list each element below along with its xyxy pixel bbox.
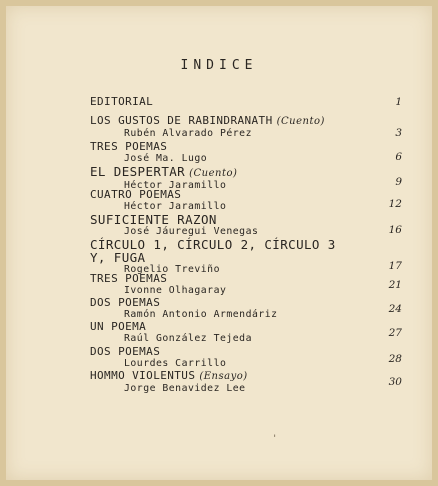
- page-number: 9: [395, 176, 402, 188]
- entry-title: LOS GUSTOS DE RABINDRANATH: [90, 114, 273, 127]
- entry-author: José Ma. Lugo: [124, 153, 208, 164]
- entry-author: José Jáuregui Venegas: [124, 226, 259, 237]
- entry-title: HOMMO VIOLENTUS: [90, 369, 196, 382]
- toc-entry: [90, 115, 400, 139]
- page-title: INDICE: [180, 58, 258, 73]
- page-number: 17: [388, 260, 402, 272]
- toc-entry: [90, 213, 400, 237]
- page-number: 21: [388, 279, 402, 291]
- entry-title: TRES POEMAS: [90, 272, 168, 285]
- toc-entry: [90, 321, 400, 344]
- entry-author: Raúl González Tejeda: [124, 333, 252, 344]
- entry-title: DOS POEMAS: [90, 345, 161, 358]
- entry-author: Lourdes Carrillo: [124, 358, 227, 369]
- toc-entry: [90, 370, 400, 394]
- entry-genre: (Ensayo): [199, 371, 248, 382]
- entry-title: DOS POEMAS: [90, 296, 161, 309]
- entry-genre: (Cuento): [189, 168, 238, 179]
- entry-title: EL DESPERTAR: [90, 164, 186, 179]
- entry-author: Héctor Jaramillo: [124, 201, 227, 212]
- index-page: [6, 6, 432, 480]
- page-number: 24: [388, 303, 402, 315]
- page-number: 28: [388, 353, 402, 365]
- page-number: 1: [395, 96, 402, 108]
- page-number: 27: [388, 327, 402, 339]
- entry-title: CÍRCULO 1, CÍRCULO 2, CÍRCULO 3: [90, 237, 336, 252]
- toc-entry: [90, 141, 400, 164]
- toc-entry: [90, 273, 400, 296]
- entry-title: TRES POEMAS: [90, 140, 168, 153]
- page-number: 12: [388, 198, 402, 210]
- entry-author: Rogelio Treviño: [124, 264, 220, 275]
- page-number: 6: [395, 151, 402, 163]
- entry-author: Héctor Jaramillo: [124, 180, 227, 191]
- toc-entry: [90, 346, 400, 369]
- entry-genre: (Cuento): [276, 116, 325, 127]
- entry-author: Ivonne Olhagaray: [124, 285, 227, 296]
- page-number: 30: [388, 376, 402, 388]
- entry-title: EDITORIAL: [90, 95, 154, 108]
- toc-entry: [90, 189, 400, 212]
- entry-author: Ramón Antonio Armendáriz: [124, 309, 278, 320]
- toc-entry: [90, 238, 400, 275]
- toc-entry: [90, 96, 400, 108]
- entry-title: SUFICIENTE RAZON: [90, 212, 217, 227]
- page-number: 3: [395, 127, 402, 139]
- entry-author: Rubén Alvarado Pérez: [124, 128, 252, 139]
- stray-mark: ': [272, 434, 278, 444]
- entry-title: UN POEMA: [90, 320, 147, 333]
- page-number: 16: [388, 224, 402, 236]
- entry-title-line-2: Y, FUGA: [90, 250, 146, 265]
- entry-title: CUATRO POEMAS: [90, 188, 182, 201]
- toc-entry: [90, 297, 400, 320]
- entry-author: Jorge Benavidez Lee: [124, 383, 246, 394]
